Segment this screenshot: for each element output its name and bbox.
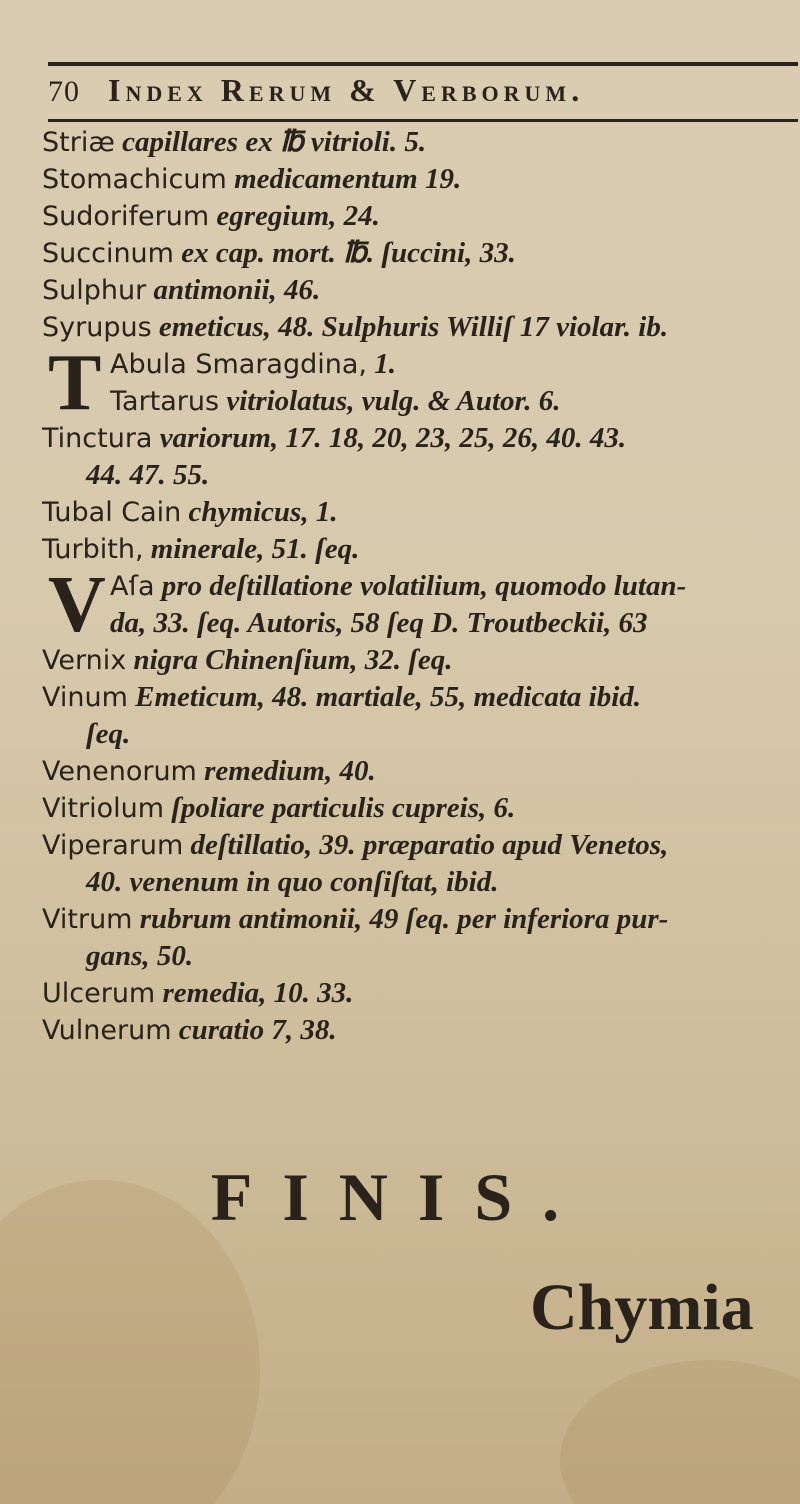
index-entry: [42, 309, 796, 346]
entry-head: Aſa: [110, 571, 155, 602]
entry-text: nigra Chinenſium, 32. ſeq.: [126, 644, 453, 676]
index-entry: [42, 975, 796, 1012]
index-entry: [42, 531, 796, 568]
catchword: Chymia: [530, 1271, 754, 1344]
entry-text: vitriolatus, vulg. & Autor. 6.: [219, 385, 561, 417]
index-entry: [42, 1012, 796, 1049]
entry-text: Emeticum, 48. martiale, 55, medicata ibid.: [127, 681, 642, 713]
entry-continuation: 40. venenum in quo conſiſtat, ibid.: [86, 866, 499, 898]
entry-head: Striæ: [42, 127, 115, 158]
entry-head: Abula Smaragdina,: [110, 349, 368, 380]
page-number: 70: [48, 75, 80, 108]
entry-text: pro deſtillatione volatilium, quomodo lutan-: [154, 570, 687, 602]
entry-continuation: ſeq.: [86, 718, 131, 750]
entry-head: Sulphur: [42, 275, 147, 306]
entry-text: remedia, 10. 33.: [155, 977, 354, 1009]
entry-text: minerale, 51. ſeq.: [143, 533, 360, 565]
index-entry: [42, 679, 796, 716]
index-entry: [42, 124, 796, 161]
entry-text: emeticus, 48. Sulphuris Williſ 17 violar. ib.: [151, 311, 669, 343]
index-entry: [42, 901, 796, 938]
index-entry: [42, 753, 796, 790]
index-entry: [110, 346, 796, 383]
entry-text: variorum, 17. 18, 20, 23, 25, 26, 40. 43.: [152, 422, 627, 454]
entry-head: Tinctura: [42, 423, 153, 454]
entry-text: da, 33. ſeq. Autoris, 58 ſeq D. Troutbeckii, 63: [110, 607, 648, 639]
entry-text: ex cap. mort. ℔. ſuccini, 33.: [173, 237, 516, 269]
page-header: [48, 72, 798, 116]
index-entry: [42, 272, 796, 309]
entry-text: medicamentum 19.: [226, 163, 462, 195]
finis-heading: FINIS.: [210, 1159, 590, 1235]
index-entry: [42, 642, 796, 679]
entry-text: rubrum antimonii, 49 ſeq. per inferiora pur-: [132, 903, 669, 935]
running-title: Index Rerum & Verborum.: [108, 72, 585, 108]
index-entry: [42, 420, 796, 457]
index-entry: [42, 827, 796, 864]
entry-continuation: 44. 47. 55.: [86, 459, 210, 491]
entry-text: antimonii, 46.: [146, 274, 321, 306]
index-entry: [110, 568, 796, 605]
entry-head: Succinum: [42, 238, 174, 269]
entry-text: remedium, 40.: [196, 755, 376, 787]
entry-head: Venenorum: [42, 756, 197, 787]
entry-text: capillares ex ℔ vitrioli. 5.: [114, 126, 427, 158]
dropcap-t: T: [48, 339, 102, 427]
index-entry: [42, 494, 796, 531]
entry-head: Stomachicum: [42, 164, 227, 195]
entry-head: Turbith,: [42, 534, 144, 565]
index-entry: [110, 383, 796, 420]
entry-head: Viperarum: [42, 830, 184, 861]
paper-stain: [560, 1360, 800, 1504]
entry-text: 1.: [367, 348, 397, 380]
entry-text: ſpoliare particulis cupreis, 6.: [164, 792, 516, 824]
dropcap-v: V: [48, 561, 106, 649]
entry-text: chymicus, 1.: [181, 496, 338, 528]
entry-head: Syrupus: [42, 312, 152, 343]
entry-head: Tartarus: [110, 386, 220, 417]
entry-head: Vernix: [42, 645, 127, 676]
index-entry: [42, 161, 796, 198]
entry-text: curatio 7, 38.: [171, 1014, 337, 1046]
header-rule-bottom: [48, 119, 798, 122]
header-rule-top: [48, 62, 798, 66]
section-t: [42, 339, 796, 427]
index-entry: [42, 235, 796, 272]
entry-continuation: [110, 605, 796, 642]
entry-text: egregium, 24.: [209, 200, 380, 232]
index-entries: [42, 124, 796, 1049]
index-entry: [42, 198, 796, 235]
entry-head: Sudoriferum: [42, 201, 210, 232]
entry-head: Vitriolum: [42, 793, 165, 824]
entry-text: deſtillatio, 39. præparatio apud Venetos,: [183, 829, 669, 861]
index-entry: [42, 790, 796, 827]
entry-head: Tubal Cain: [42, 497, 182, 528]
entry-head: Vinum: [42, 682, 128, 713]
entry-head: Ulcerum: [42, 978, 156, 1009]
entry-head: Vulnerum: [42, 1015, 172, 1046]
entry-continuation: gans, 50.: [86, 940, 194, 972]
section-v: [42, 561, 796, 649]
entry-head: Vitrum: [42, 904, 133, 935]
